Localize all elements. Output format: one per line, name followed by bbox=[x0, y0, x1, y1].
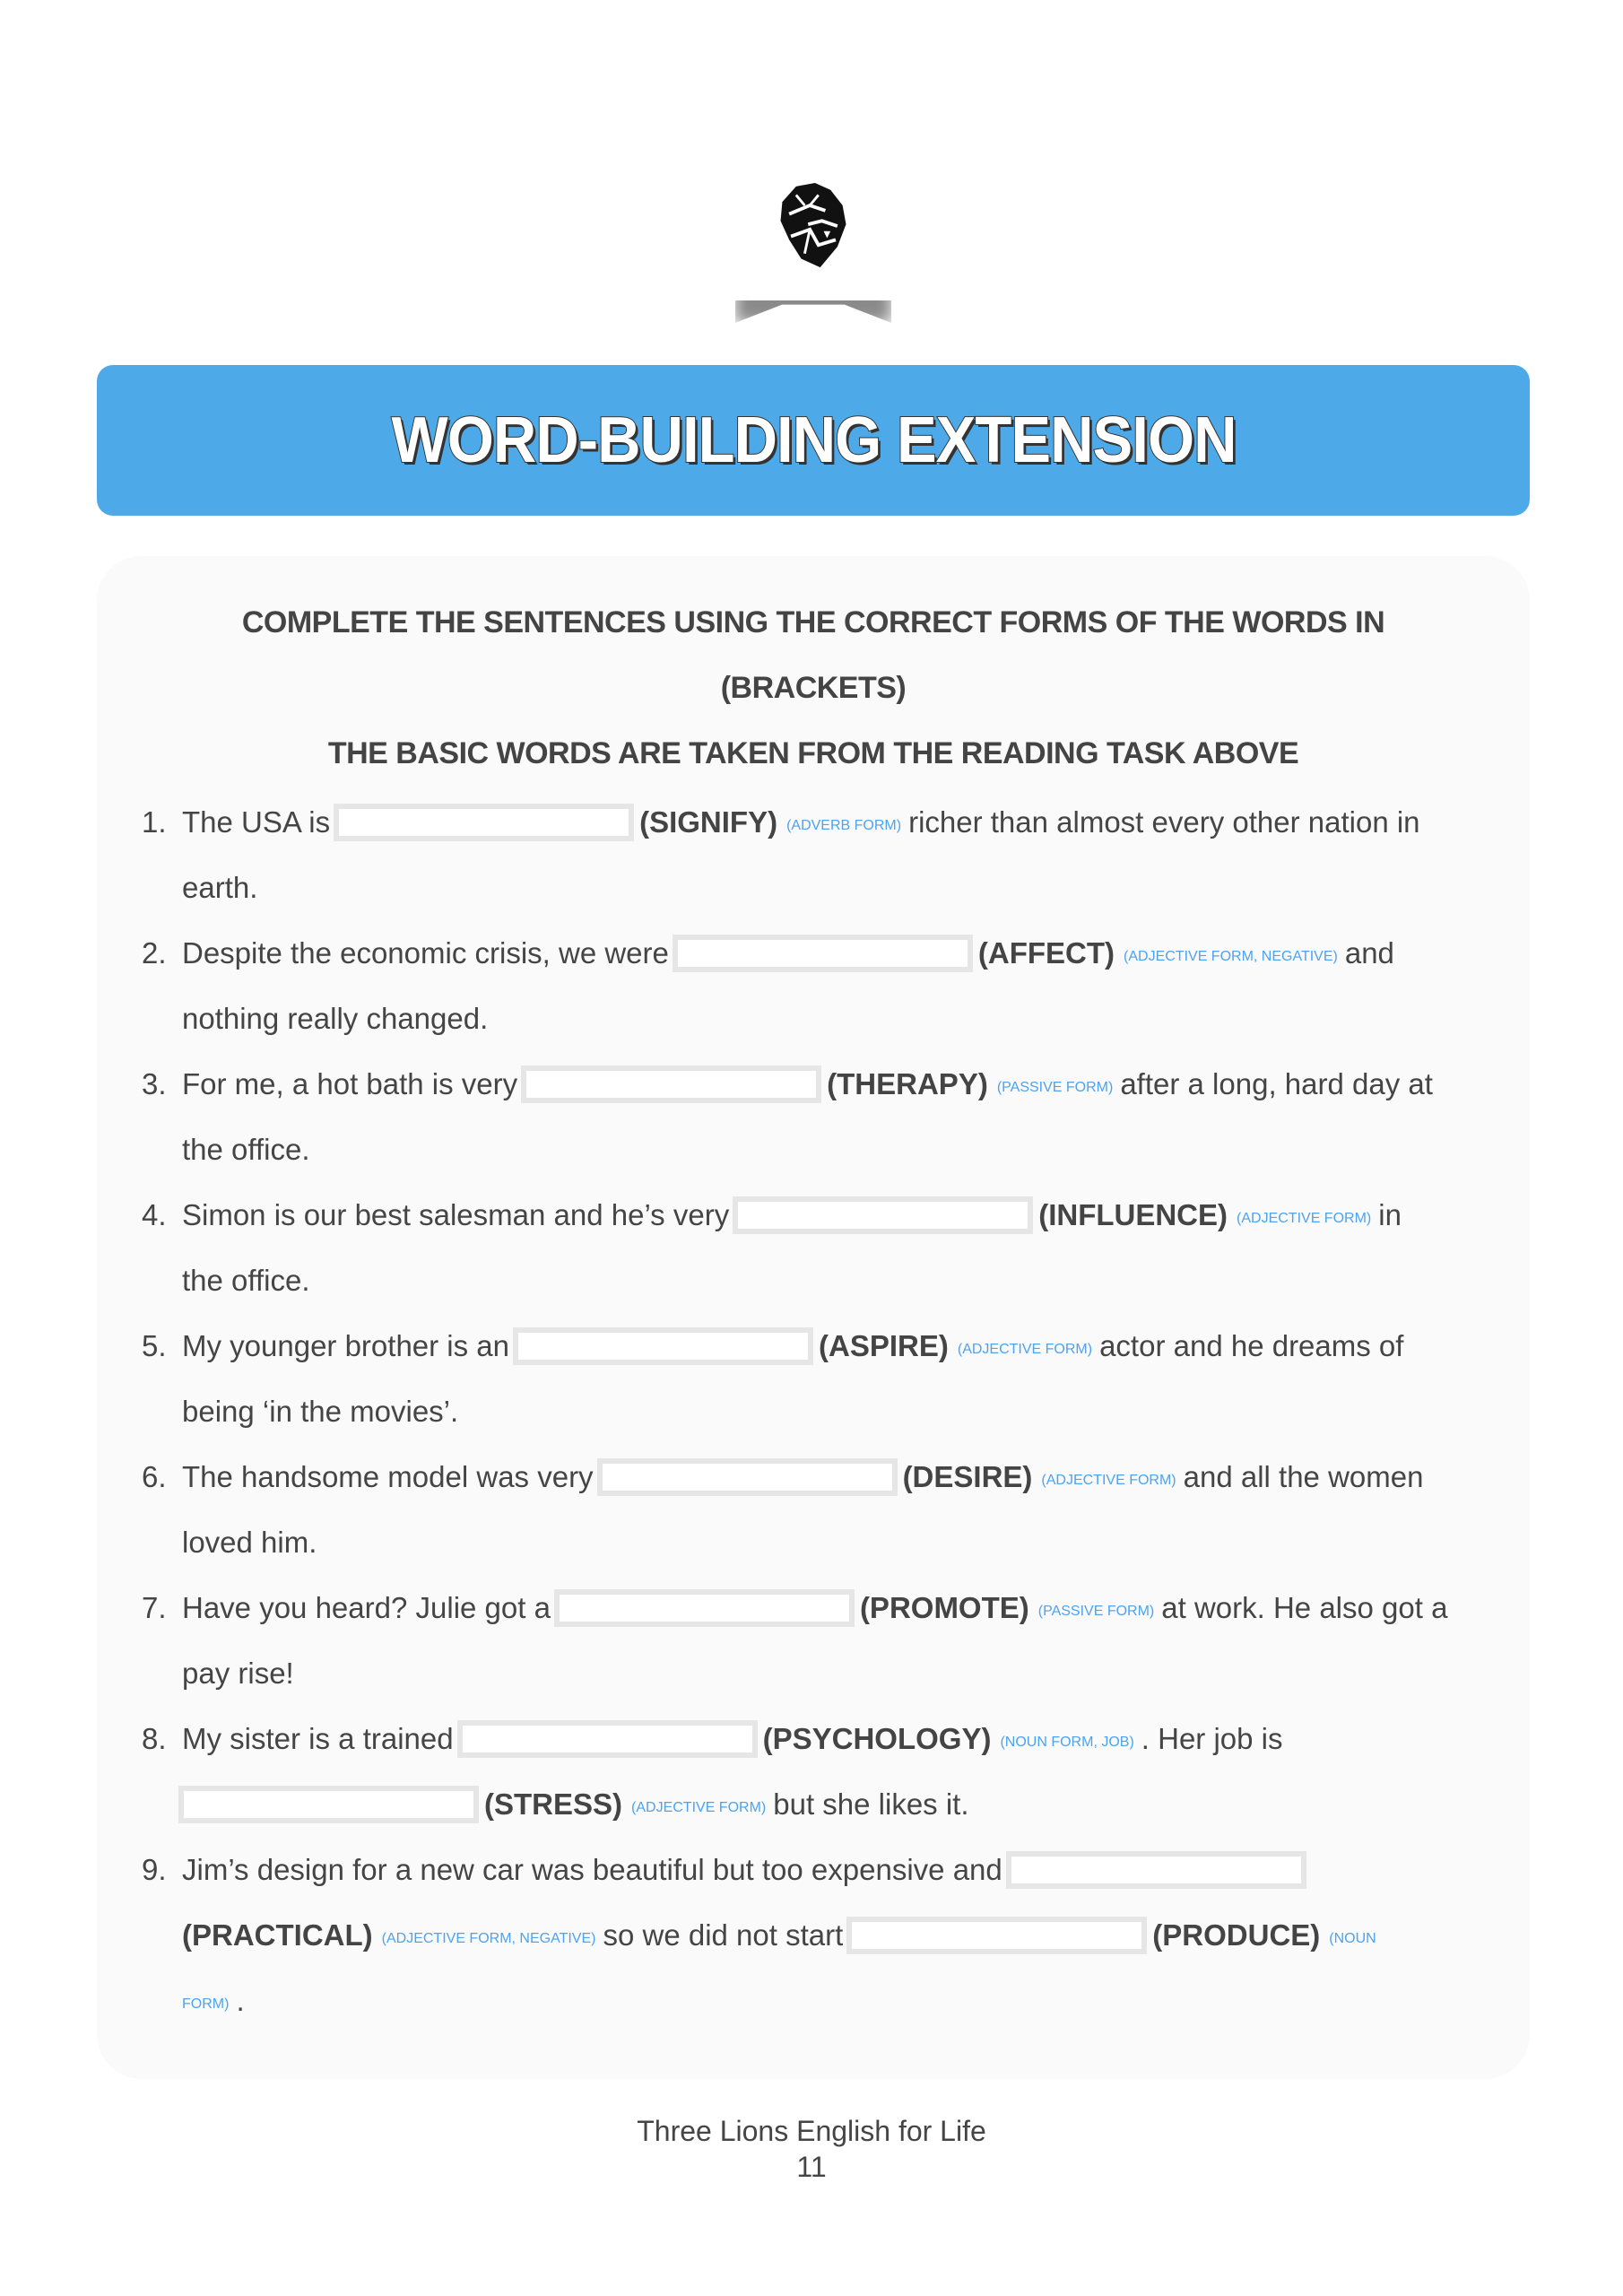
sentence-before: My sister is a trained bbox=[182, 1722, 454, 1755]
exercise-item-2 bbox=[142, 920, 1487, 1051]
form-hint: (PASSIVE FORM) bbox=[1037, 1604, 1155, 1619]
base-word: (THERAPY) bbox=[827, 1067, 988, 1100]
sentence-before: The handsome model was very bbox=[182, 1460, 594, 1493]
instruction-line-3: THE BASIC WORDS ARE TAKEN FROM THE READING TASK ABOVE bbox=[327, 736, 1299, 770]
item-number: 1. bbox=[142, 805, 167, 839]
item-number: 2. bbox=[142, 936, 167, 970]
sentence-before: Simon is our best salesman and he’s very bbox=[182, 1198, 730, 1231]
base-word: (PROMOTE) bbox=[859, 1591, 1029, 1624]
lion-head-icon bbox=[770, 178, 856, 275]
item-number: 7. bbox=[142, 1591, 167, 1624]
exercise-item-6 bbox=[142, 1444, 1487, 1575]
base-word-2: (STRESS) bbox=[484, 1787, 623, 1821]
sentence-after: actor and he dreams of bbox=[1099, 1329, 1404, 1362]
item-number: 3. bbox=[142, 1067, 167, 1100]
answer-blank[interactable] bbox=[457, 1720, 758, 1758]
sentence-continuation: the office. bbox=[182, 1133, 310, 1166]
sentence-before: Despite the economic crisis, we were bbox=[182, 936, 669, 970]
sentence-after: . Her job is bbox=[1141, 1722, 1283, 1755]
exercise-item-4 bbox=[142, 1182, 1487, 1313]
sentence-continuation: earth. bbox=[182, 871, 258, 904]
form-hint-2: (ADJECTIVE FORM) bbox=[631, 1800, 767, 1815]
title-banner bbox=[97, 365, 1530, 516]
base-word: (INFLUENCE) bbox=[1038, 1198, 1228, 1231]
form-hint-2: (NOUN bbox=[1329, 1931, 1376, 1946]
logo bbox=[733, 152, 893, 314]
form-hint: (PASSIVE FORM) bbox=[996, 1080, 1114, 1095]
answer-blank[interactable] bbox=[521, 1065, 821, 1103]
form-hint: (ADJECTIVE FORM, NEGATIVE) bbox=[1124, 949, 1338, 964]
footer-brand: Three Lions English for Life bbox=[637, 2115, 986, 2147]
sentence-after: and bbox=[1344, 936, 1394, 970]
logo-card bbox=[733, 152, 893, 300]
sentence-after: and all the women bbox=[1183, 1460, 1424, 1493]
item-number: 6. bbox=[142, 1460, 167, 1493]
base-word-2: (PRODUCE) bbox=[1152, 1918, 1321, 1952]
answer-blank[interactable] bbox=[334, 804, 634, 841]
sentence-continuation: the office. bbox=[182, 1264, 310, 1297]
form-hint: (ADJECTIVE FORM, NEGATIVE) bbox=[381, 1931, 596, 1946]
sentence-continuation: being ‘in the movies’. bbox=[182, 1395, 459, 1428]
sentence-end: . bbox=[236, 1984, 245, 2017]
sentence-before: Have you heard? Julie got a bbox=[182, 1591, 551, 1624]
exercise-item-3 bbox=[142, 1051, 1487, 1182]
sentence-after: at work. He also got a bbox=[1161, 1591, 1448, 1624]
answer-blank[interactable] bbox=[733, 1196, 1033, 1234]
page-number: 11 bbox=[796, 2151, 827, 2183]
form-hint: (ADVERB FORM) bbox=[786, 818, 902, 833]
page-title: WORD-BUILDING EXTENSION bbox=[390, 404, 1237, 476]
answer-blank-2[interactable] bbox=[178, 1786, 479, 1823]
answer-blank-2[interactable] bbox=[846, 1917, 1147, 1954]
base-word: (ASPIRE) bbox=[819, 1329, 949, 1362]
exercise-item-5 bbox=[142, 1313, 1487, 1444]
sentence-before: My younger brother is an bbox=[182, 1329, 510, 1362]
answer-blank[interactable] bbox=[673, 935, 973, 972]
sentence-after: after a long, hard day at bbox=[1120, 1067, 1433, 1100]
item-number: 5. bbox=[142, 1329, 167, 1362]
sentence-after: in bbox=[1378, 1198, 1402, 1231]
item-number: 9. bbox=[142, 1853, 167, 1886]
sentence-after: richer than almost every other nation in bbox=[908, 805, 1420, 839]
base-word: (PSYCHOLOGY) bbox=[762, 1722, 992, 1755]
sentence-before: For me, a hot bath is very bbox=[182, 1067, 518, 1100]
sentence-continuation: pay rise! bbox=[182, 1657, 294, 1690]
form-hint: (ADJECTIVE FORM) bbox=[1041, 1473, 1176, 1488]
item-number: 8. bbox=[142, 1722, 167, 1755]
instruction-line-2: (BRACKETS) bbox=[720, 671, 907, 705]
sentence-after-2: but she likes it. bbox=[773, 1787, 969, 1821]
form-hint: (ADJECTIVE FORM) bbox=[1237, 1211, 1372, 1226]
form-hint: (NOUN FORM, JOB) bbox=[1000, 1735, 1134, 1750]
exercise-item-9 bbox=[142, 1837, 1487, 2033]
sentence-before: The USA is bbox=[182, 805, 331, 839]
sentence-after: so we did not start bbox=[603, 1918, 844, 1952]
base-word: (DESIRE) bbox=[902, 1460, 1033, 1493]
sentence-continuation: loved him. bbox=[182, 1526, 317, 1559]
exercise-item-7 bbox=[142, 1575, 1487, 1706]
base-word: (AFFECT) bbox=[977, 936, 1115, 970]
sentence-before: Jim’s design for a new car was beautiful but too expensive and bbox=[182, 1853, 1002, 1886]
answer-blank[interactable] bbox=[513, 1327, 813, 1365]
answer-blank[interactable] bbox=[554, 1589, 855, 1627]
answer-blank[interactable] bbox=[1006, 1851, 1306, 1889]
form-hint: (ADJECTIVE FORM) bbox=[957, 1342, 1093, 1357]
sentence-continuation: nothing really changed. bbox=[182, 1002, 489, 1035]
item-number: 4. bbox=[142, 1198, 167, 1231]
form-hint-2-continued: FORM) bbox=[182, 1996, 230, 2012]
base-word: (PRACTICAL) bbox=[182, 1918, 373, 1952]
exercise-item-1 bbox=[142, 789, 1487, 920]
base-word: (SIGNIFY) bbox=[639, 805, 778, 839]
instruction-line-1: COMPLETE THE SENTENCES USING THE CORRECT FORMS OF THE WORDS IN bbox=[241, 605, 1385, 639]
answer-blank[interactable] bbox=[597, 1458, 898, 1496]
exercise-item-8 bbox=[142, 1706, 1487, 1837]
